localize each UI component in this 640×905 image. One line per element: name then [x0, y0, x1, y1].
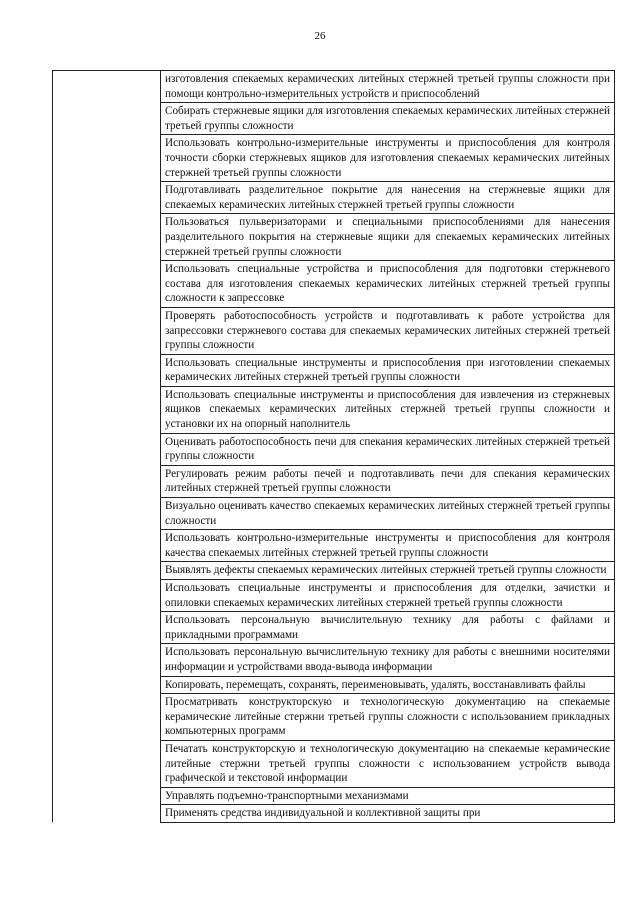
row-text: Подготавливать разделительное покрытие для нанесения на стержневые ящики для спекаемых керамических литейных стержней третьей группы сложности [165, 184, 610, 211]
row-text: Собирать стержневые ящики для изготовления спекаемых керамических литейных стержней третьей группы сложности [165, 105, 610, 132]
row-text: Использовать специальные устройства и приспособления для подготовки стержневого состава для изготовления спекаемых керамических литейных стержней третьей группы сложности к запрессовке [165, 263, 610, 305]
row-text: Использовать контрольно-измерительные инструменты и приспособления для контроля точности сборки стержневых ящиков для изготовления спекаемых керамических литейных стержней третьей группы сложности [165, 137, 610, 179]
row-text: Выявлять дефекты спекаемых керамических литейных стержней третьей группы сложности [165, 564, 607, 577]
table-cell [161, 530, 615, 562]
table-cell [161, 498, 615, 530]
row-text: Использовать специальные инструменты и приспособления для отделки, зачистки и опиловки спекаемых керамических литейных стержней третьей группы сложности [165, 582, 610, 609]
table-cell [161, 694, 615, 741]
row-text: Оценивать работоспособность печи для спекания керамических литейных стержней третьей группы сложности [165, 435, 610, 463]
table-cell [161, 787, 615, 805]
row-text: изготовления спекаемых керамических литейных стержней третьей группы сложности при помощи контрольно-измерительных устройств и приспособлений [165, 73, 610, 100]
table-cell [161, 261, 615, 308]
table-cell [161, 135, 615, 182]
row-text: Управлять подъемно-транспортными механизмами [165, 789, 409, 802]
row-text: Использовать специальные инструменты и приспособления при изготовлении спекаемых керамических литейных стержней третьей группы сложности [165, 356, 610, 384]
table-cell [161, 644, 615, 676]
table-cell [161, 71, 615, 103]
page-number: 26 [314, 30, 326, 42]
row-text: Пользоваться пульверизаторами и специальными приспособлениями для нанесения разделительного покрытия на стержневые ящики для спекаемых керамических литейных стержней третьей группы сложности [165, 216, 610, 258]
table-cell [161, 465, 615, 497]
table-row [53, 71, 615, 103]
table-cell [161, 433, 615, 465]
row-text: Использовать контрольно-измерительные инструменты и приспособления для контроля качества спекаемых литейных стержней третьей группы сложности [165, 532, 610, 559]
row-text: Проверять работоспособность устройств и подготавливать к работе устройства для запрессовки стержневого состава для спекаемых керамических литейных стержней третьей группы сложности [165, 309, 610, 352]
left-column-cell [53, 71, 161, 823]
row-text: Копировать, перемещать, сохранять, переименовывать, удалять, восстанавливать файлы [165, 678, 586, 691]
row-text: Визуально оценивать качество спекаемых керамических литейных стержней третьей группы сложности [165, 500, 610, 527]
table-cell [161, 307, 615, 354]
table-cell [161, 354, 615, 386]
table-cell [161, 214, 615, 261]
row-text: Просматривать конструкторскую и технологическую документацию на спекаемые керамические литейные стержни третьей группы сложности с использованием прикладных компьютерных программ [165, 696, 610, 738]
skills-table [52, 70, 615, 823]
row-text: Использовать персональную вычислительную технику для работы с внешними носителями информации и устройствами ввода-вывода информации [165, 646, 610, 673]
row-text: Печатать конструкторскую и технологическую документацию на спекаемые керамические литейные стержни третьей группы сложности с использованием устройств вывода графической и текстовой информации [165, 742, 610, 785]
table-cell [161, 182, 615, 214]
table-cell [161, 103, 615, 135]
row-text: Применять средства индивидуальной и коллективной защиты при [165, 807, 481, 820]
table-cell [161, 612, 615, 644]
table-cell [161, 386, 615, 433]
table-cell [161, 805, 615, 823]
row-text: Регулировать режим работы печей и подготавливать печи для спекания керамических литейных стержней третьей группы сложности [165, 467, 610, 495]
table-cell [161, 740, 615, 787]
table-cell [161, 580, 615, 612]
row-text: Использовать персональную вычислительную технику для работы с файлами и прикладными программами [165, 614, 610, 641]
table-cell [161, 562, 615, 580]
row-text: Использовать специальные инструменты и приспособления для извлечения из стержневых ящиков спекаемых керамических литейных стержней третьей группы сложности и установки их на опорный наполнитель [165, 388, 610, 431]
table-cell [161, 676, 615, 694]
